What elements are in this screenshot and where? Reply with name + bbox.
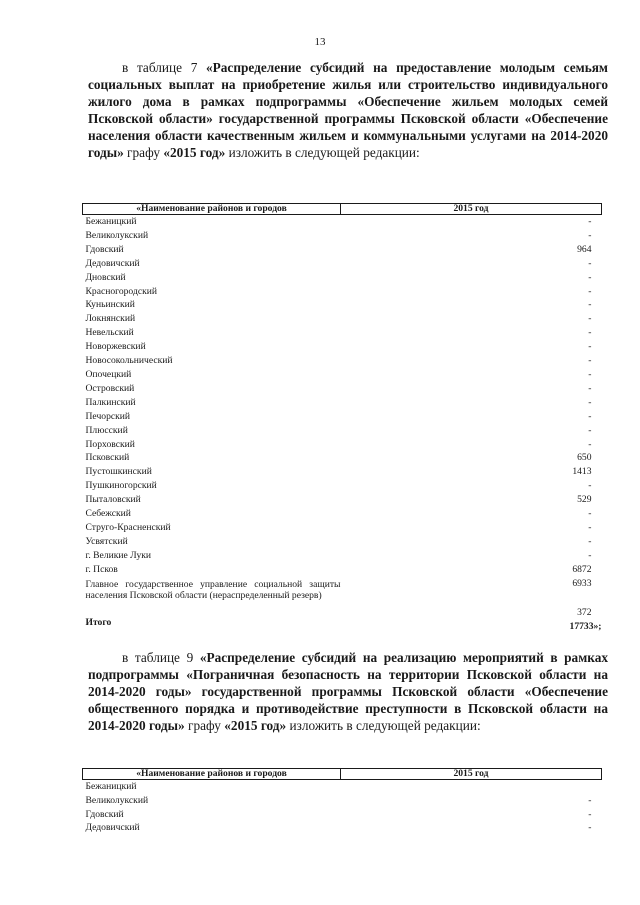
table-row bbox=[83, 340, 602, 354]
table-7-body bbox=[83, 215, 602, 635]
row-name: Дедовичский bbox=[85, 257, 140, 269]
row-name: Пустошкинский bbox=[85, 466, 152, 478]
row-value: 650 bbox=[577, 452, 592, 464]
row-value: - bbox=[588, 382, 592, 394]
table-row bbox=[83, 229, 602, 243]
table-7-reserve-value-2: 372 bbox=[577, 606, 592, 618]
row-value: - bbox=[588, 822, 592, 834]
table-row bbox=[83, 794, 602, 808]
row-name: Бежаницкий bbox=[85, 216, 137, 227]
table-7-row-reserve bbox=[83, 577, 602, 619]
row-value bbox=[341, 780, 602, 794]
row-value: - bbox=[588, 313, 592, 325]
table-row bbox=[83, 354, 602, 368]
row-value: - bbox=[588, 299, 592, 311]
table-row bbox=[83, 285, 602, 299]
row-value: - bbox=[588, 257, 592, 269]
row-value: - bbox=[588, 424, 592, 436]
table-7 bbox=[82, 203, 602, 635]
row-name: Великолукский bbox=[85, 794, 149, 806]
table-row bbox=[83, 271, 602, 285]
row-name: г. Великие Луки bbox=[85, 549, 152, 561]
table-7-total-value: 17733»; bbox=[569, 620, 602, 632]
page-number: 13 bbox=[314, 36, 326, 48]
row-value: 964 bbox=[577, 243, 592, 255]
table-7-reserve-values bbox=[341, 577, 602, 619]
table-row bbox=[83, 396, 602, 410]
row-name: Усвятский bbox=[85, 535, 128, 547]
table-row bbox=[83, 243, 602, 257]
row-name: Струго-Красненский bbox=[85, 521, 171, 533]
row-name: Новосокольнический bbox=[85, 355, 173, 367]
row-name: Локнянский bbox=[85, 313, 136, 325]
row-value: - bbox=[588, 808, 592, 820]
intro-9-title: «Распределение субсидий на реализацию мероприятий в рамках подпрограммы «Пограничная безопасность на территории Псковской области на 2014-2020 годы» государственной программы Псковской области «Обеспечение общественного порядка и противодействие преступности в Псковской области на 2014-2020 годы» bbox=[88, 650, 609, 733]
row-value: - bbox=[588, 438, 592, 450]
table-row bbox=[83, 368, 602, 382]
table-7-reserve-value: 6933 bbox=[572, 577, 592, 589]
row-name: Палкинский bbox=[85, 396, 136, 408]
table-row bbox=[83, 821, 602, 835]
table-row bbox=[83, 563, 602, 577]
row-value: - bbox=[588, 271, 592, 283]
intro-7-mid: графу bbox=[123, 144, 164, 160]
row-value: - bbox=[588, 549, 592, 561]
table-9-body bbox=[83, 780, 602, 836]
table-7-header-year: 2015 год bbox=[341, 204, 602, 215]
table-9-header-name: «Наименование районов и городов bbox=[83, 769, 341, 780]
table-7-header-row bbox=[83, 204, 602, 215]
table-row bbox=[83, 521, 602, 535]
table-7-row-total bbox=[83, 619, 602, 635]
row-name: Себежский bbox=[85, 508, 131, 520]
row-name: г. Псков bbox=[85, 563, 118, 575]
row-name: Плюсский bbox=[85, 424, 128, 436]
row-name: Великолукский bbox=[85, 229, 149, 241]
row-name: Псковский bbox=[85, 452, 130, 464]
row-value: - bbox=[588, 368, 592, 380]
row-value: 1413 bbox=[572, 466, 592, 478]
paragraph-table-9-intro bbox=[88, 650, 608, 735]
intro-7-title: «Распределение субсидий на предоставление молодым семьям социальных выплат на приобретение жилья или строительство индивидуального жилого дома в рамках подпрограммы «Обеспечение жильем молодых семей Псковской области» государственной программы Псковской области «Обеспечение населения области качественным жильем и коммунальными услугами на 2014-2020 годы» bbox=[88, 60, 608, 160]
intro-9-mid: графу bbox=[184, 717, 225, 733]
intro-7-pre: в таблице 7 bbox=[122, 60, 207, 75]
table-row bbox=[83, 382, 602, 396]
table-row bbox=[83, 493, 602, 507]
row-value: - bbox=[588, 285, 592, 297]
row-value: - bbox=[588, 480, 592, 492]
intro-9-column: «2015 год» bbox=[224, 717, 287, 733]
table-row bbox=[83, 808, 602, 822]
table-9-header-year: 2015 год bbox=[341, 769, 602, 780]
row-value: - bbox=[588, 521, 592, 533]
row-value: 6872 bbox=[572, 563, 592, 575]
row-name: Опочецкий bbox=[85, 368, 132, 380]
row-name: Гдовский bbox=[85, 808, 124, 820]
intro-9-pre: в таблице 9 bbox=[122, 650, 200, 665]
table-row bbox=[83, 257, 602, 271]
table-row bbox=[83, 312, 602, 326]
row-name: Новоржевский bbox=[85, 341, 146, 353]
paragraph-table-7-intro bbox=[88, 60, 608, 161]
row-name: Бежаницкий bbox=[85, 781, 137, 792]
table-row bbox=[83, 535, 602, 549]
row-name: Дновский bbox=[85, 271, 126, 283]
row-value: - bbox=[588, 355, 592, 367]
row-value: - bbox=[588, 535, 592, 547]
table-row bbox=[83, 215, 602, 229]
row-value: - bbox=[588, 216, 592, 227]
row-value: - bbox=[588, 229, 592, 241]
row-value: - bbox=[588, 341, 592, 353]
table-row bbox=[83, 780, 602, 794]
row-name: Порховский bbox=[85, 438, 135, 450]
table-row bbox=[83, 549, 602, 563]
table-7-total-name: Итого bbox=[85, 616, 112, 628]
intro-7-column: «2015 год» bbox=[163, 144, 226, 160]
table-row bbox=[83, 507, 602, 521]
table-9 bbox=[82, 768, 602, 835]
row-name: Красногородский bbox=[85, 285, 158, 297]
table-7-reserve-name: Главное государственное управление социальной защиты населения Псковской области (нераспределенный резерв) bbox=[85, 578, 341, 602]
row-value: - bbox=[588, 410, 592, 422]
row-name: Дедовичский bbox=[85, 822, 140, 834]
table-row bbox=[83, 298, 602, 312]
row-name: Куньинский bbox=[85, 299, 135, 311]
row-value: - bbox=[588, 794, 592, 806]
row-value: 529 bbox=[577, 494, 592, 506]
table-row bbox=[83, 479, 602, 493]
intro-7-post: изложить в следующей редакции: bbox=[225, 144, 420, 160]
row-name: Пушкиногорский bbox=[85, 480, 157, 492]
table-row bbox=[83, 410, 602, 424]
table-row bbox=[83, 438, 602, 452]
row-value: - bbox=[588, 396, 592, 408]
row-name: Невельский bbox=[85, 327, 134, 339]
table-row bbox=[83, 326, 602, 340]
table-row bbox=[83, 465, 602, 479]
row-name: Пыталовский bbox=[85, 494, 141, 506]
table-9-header-row bbox=[83, 769, 602, 780]
row-name: Гдовский bbox=[85, 243, 124, 255]
intro-9-post: изложить в следующей редакции: bbox=[286, 717, 481, 733]
table-7-header-name: «Наименование районов и городов bbox=[83, 204, 341, 215]
table-row bbox=[83, 451, 602, 465]
row-name: Печорский bbox=[85, 410, 131, 422]
row-name: Островский bbox=[85, 382, 135, 394]
row-value: - bbox=[588, 508, 592, 520]
row-value: - bbox=[588, 327, 592, 339]
table-row bbox=[83, 424, 602, 438]
